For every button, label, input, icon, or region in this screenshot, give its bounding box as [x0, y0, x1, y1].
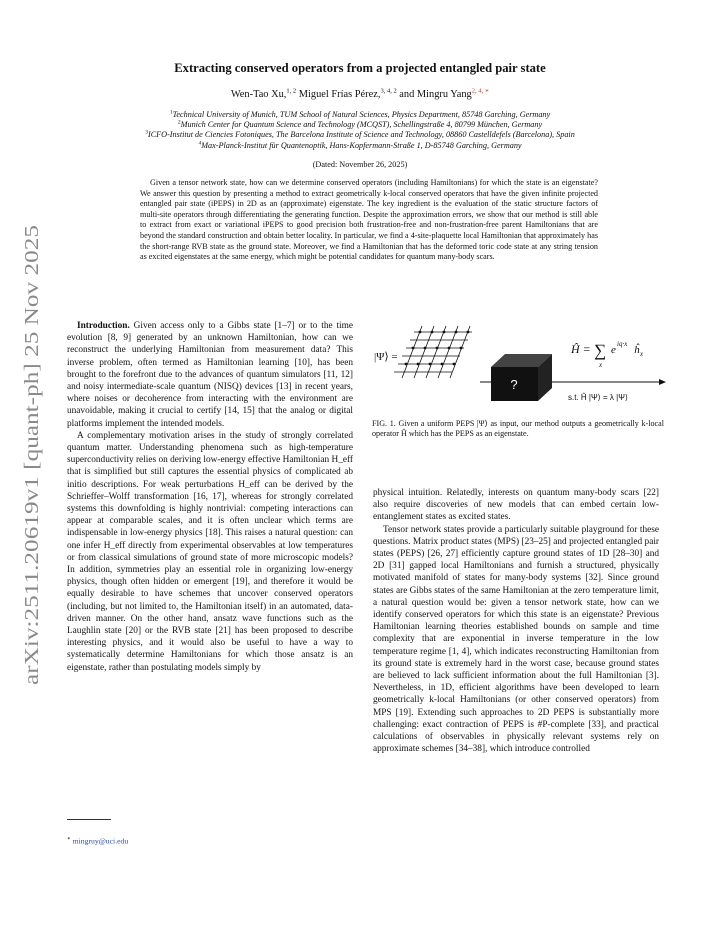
author-name: Wen-Tao Xu, [230, 89, 287, 100]
peps-tensors [405, 331, 470, 366]
author-affil-mark: 1, 2 [286, 87, 297, 95]
author-name: and Mingru Yang [399, 89, 472, 100]
paragraph: Tensor network states provide a particularly suitable playground for these questions. Matrix product states (MPS) [23–25] and projected entangled pair states (PEPS) [26, 27] efficiently capture ground states of 1D [28–30] and 2D [31] gapped local Hamiltonians and furnish a structured, physically motivated manifold of states for many-body systems [32]. Since ground states are Gibbs states of the same Hamiltonian at the zero temperature limit, a natural question would be: given a tensor network state, how can we identify conserved operators for which this state is an eigenstate? Previous Hamiltonian learning theories established bounds on sample and time complexity that are exponential in inverse temperature in the low temperature regime [1, 4], which indicates reconstructing Hamiltonian from its ground state is extremely hard in the worst case, because ground states are believed to lack sufficient information about the full Hamiltonian [3]. Nevertheless, in 1D, efficient algorithms have been developed to learn geometrically k-local Hamiltonians (or other conserved operators) from MPS [19]. Extending such approaches to 2D PEPS is substantially more challenging: exact contraction of PEPS is #P-complete [33], and practical calculations of observables in physically relevant systems rely on approximate schemes [34–38], which introduce controlled [373, 524, 659, 755]
author-affil-mark: 2, 4, ∗ [471, 87, 490, 95]
svg-text:iq·x: iq·x [617, 340, 628, 348]
footnote-rule [67, 819, 111, 820]
affiliation: $^4$Max-Planck-Institut für Quantenoptik, Hans-Kopfermann-Straße 1, D-85748 Garching, Germany [198, 139, 522, 150]
affiliation: $^2$Munich Center for Quantum Science and Technology (MCQST), Schellingstraße 4, 80799 München, Germany [177, 119, 543, 130]
svg-text:ĥ: ĥ [634, 344, 640, 356]
ket-label: |Ψ⟩ = [374, 351, 398, 363]
left-column [67, 320, 353, 840]
date-line: (Dated: November 26, 2025) [312, 160, 408, 169]
paragraph: A complementary motivation arises in the study of strongly correlated quantum matter. Understanding phenomena such as high-temperature superconductivity relies on deriving low-energy effective Hamiltonian H_eff that is simplified but still captures the essential physics of complicated ab initio descriptions. For weak perturbations H_eff can be derived by the Schrieffer–Wolff transformation [16, 17], whereas for strongly correlated systems this downfolding is highly nontrivial: competing interactions can appear at comparable scales, and it is often unclear which terms are indispensable in low-energy physics [18]. This raises a natural question: can one infer H_eff directly from experimental observables at low temperatures or from classical simulations of ground state of more microscopic models? In addition, symmetries play an essential role in organizing low-energy physics, though often hidden or emergent [19], and therefore it would be equally desirable to have schemes that uncover conserved operators (including, but not limited to, the Hamiltonian itself) in an automated, data-driven manner. On the other hand, ansatz wave functions such as the Laughlin state [20] or the RVB state [21] has been proposed to describe interesting physics, and it would also be useful to have a way to systematically determine Hamiltonians for which those ansatz is an eigenstate, rather than postulating models simply by [67, 430, 353, 673]
author-list [0, 89, 720, 100]
paragraph: physical intuition. Relatedly, interests on quantum many-body scars [22] also require discoveries of new models that can embed certain low-entanglement states as excited states. [373, 488, 659, 523]
figure-1 [372, 320, 668, 410]
paper-title: Extracting conserved operators from a projected entangled pair state [174, 61, 546, 75]
hamiltonian-formula [570, 340, 644, 369]
svg-text:∑: ∑ [594, 341, 607, 360]
author-name: Miguel Frías Pérez, [298, 89, 381, 100]
author-affil-mark: 3, 4, 2 [380, 87, 397, 95]
affiliation: $^3$ICFO-Institut de Ciencies Fotoniques, The Barcelona Institute of Science and Technology, 08860 Castelldefels (Barcelona), Spain [145, 129, 575, 140]
peps-lattice [394, 326, 472, 378]
svg-text:x: x [599, 361, 603, 369]
arrow-head [659, 379, 666, 385]
footnote-mark: ∗ [67, 836, 71, 842]
affiliation: $^1$Technical University of Munich, TUM School of Natural Sciences, Physics Department, 85748 Garching, Germany [169, 109, 551, 119]
abstract: Given a tensor network state, how can we determine conserved operators (including Hamiltonians) for which the state is an eigenstate? We answer this question by presenting a method to extract geometrically k-local conserved operators that have the given infinite projected entangled pair state (iPEPS) in 2D as an (approximate) eigenstate. The key ingredient is the evaluation of the static structure factors of multi-site operators through differentiating the generating function. Despite the approximation errors, we show that our method is still able to extract from exact or variational iPEPS to good precision both frustration-free and non-frustration-free parent Hamiltonians that are beyond the standard construction and obtain better locality. In particular, we find a 4-site-plaquette local Hamiltonian that approximately has the short-range RVB state as the ground state. Moreover, we find a Hamiltonian that has the deformed toric code state at any string tension as excited eigenstates at the same energy, which might be potential candidates for quantum many-body scars. [140, 178, 598, 262]
eigen-constraint: s.t. Ĥ |Ψ⟩ = λ |Ψ⟩ [568, 393, 628, 402]
arxiv-identifier-text: arXiv:2511.20619v1 [quant-ph] 25 Nov 2025 [22, 329, 43, 685]
footnote [67, 836, 128, 846]
paragraph-introduction: Introduction. Given access only to a Gibbs state [1–7] or to the time evolution [8, 9] generated by an unknown Hamiltonian, how can we reconstruct the underlying Hamiltonian from measurement data? This inverse problem, often termed as Hamiltonian learning [10], has been brought to the forefront due to the advances of quantum simulators [11, 12] and noisy intermediate-scale quantum (NISQ) devices [13] in recent years, where noises or decoherence from interacting with the environment are unavoidable, making it crucial to certify [14, 15] that the analog or digital platforms implement the intended models. [67, 321, 353, 429]
svg-text:e: e [611, 344, 616, 356]
black-box [491, 354, 552, 401]
section-heading: Introduction. [77, 321, 130, 331]
figure-caption: FIG. 1. Given a uniform PEPS |Ψ⟩ as input, our method outputs a geometrically k-local operator Ĥ which has the PEPS as an eigenstate. [372, 419, 664, 439]
svg-text:Ĥ =: Ĥ = [571, 342, 591, 356]
svg-text:x: x [640, 350, 644, 358]
email-link[interactable]: mingruy@uci.edu [72, 836, 129, 846]
arxiv-identifier [4, 220, 52, 690]
right-column [373, 487, 659, 847]
black-box-label: ? [510, 377, 518, 392]
affiliation-list [0, 110, 720, 151]
